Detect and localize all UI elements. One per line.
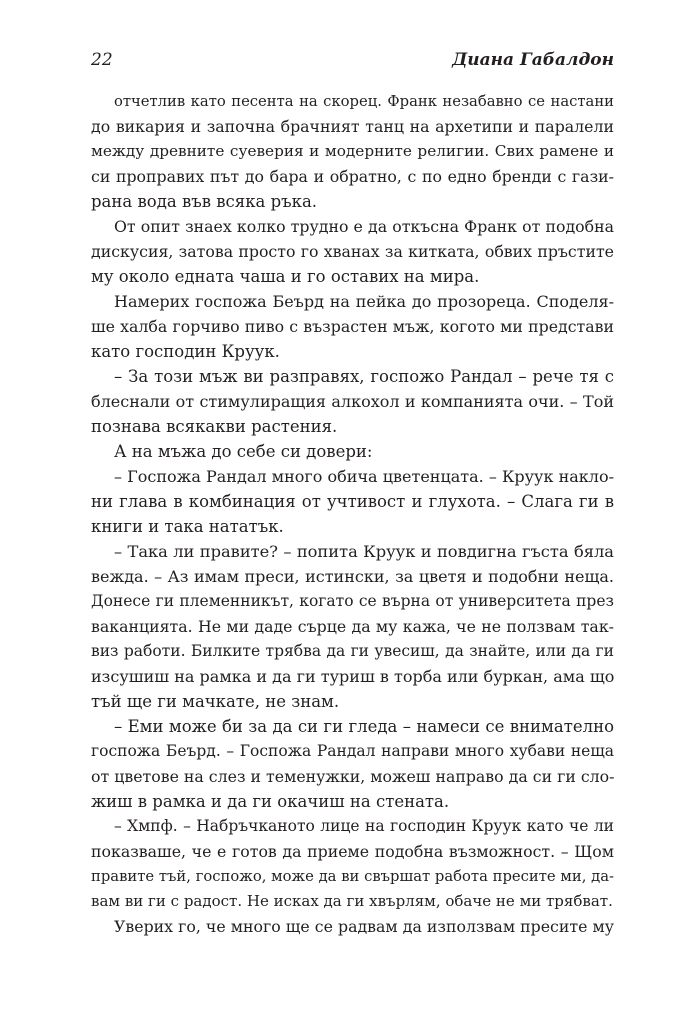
text-line: до викария и започна брачният танц на архетипи и паралели — [91, 117, 614, 136]
text-line: му около едната чаша и го оставих на мира. — [91, 267, 480, 286]
text-line: като господин Круук. — [91, 342, 280, 361]
paragraph — [91, 289, 614, 364]
text-line: – За този мъж ви разправях, госпожо Рандал – рече тя с — [114, 367, 614, 386]
paragraph — [91, 364, 614, 439]
paragraph — [91, 464, 614, 539]
text-line: госпожа Беърд. – Госпожа Рандал направи много хубави неща — [91, 742, 614, 760]
text-line: Уверих го, че много ще се радвам да използвам пресите му — [114, 917, 614, 936]
text-line: правите тъй, госпожо, може да ви свършат работа пресите ми, да- — [91, 868, 614, 885]
text-line: вам ви ги с радост. Не исках да ги хвърлям, обаче не ми трябват. — [91, 892, 613, 910]
text-line: изсушиш на рамка и да ги туриш в торба или буркан, ама що — [91, 667, 614, 686]
text-line: блеснали от стимулиращия алкохол и компанията очи. – Той — [91, 392, 614, 411]
text-line: вежда. – Аз имам преси, истински, за цветя и подобни неща. — [91, 567, 614, 586]
text-line: ваканцията. Не ми даде сърце да му кажа, че не ползвам так- — [91, 617, 614, 636]
text-line: показваше, че е готов да приеме подобна възможност. – Щом — [91, 842, 614, 861]
page-header — [91, 50, 614, 70]
text-line: – Така ли правите? – попита Круук и повдигна гъста бяла — [114, 542, 614, 561]
text-line: ше халба горчиво пиво с възрастен мъж, когото ми представи — [91, 317, 614, 336]
text-line: дискусия, затова просто го хванах за китката, обвих пръстите — [91, 242, 614, 261]
text-line: книги и така нататък. — [91, 517, 284, 536]
paragraph — [91, 439, 614, 464]
paragraph — [91, 214, 614, 289]
paragraph — [91, 814, 614, 914]
text-line: отчетлив като песента на скорец. Франк незабавно се настани — [114, 93, 614, 110]
text-line: рана вода във всяка ръка. — [91, 192, 318, 211]
page-number: 22 — [91, 50, 113, 70]
text-line: виз работи. Билките трябва да ги увесиш, да знайте, или да ги — [91, 642, 614, 660]
body-text — [91, 89, 614, 939]
running-title: Диана Габалдон — [452, 50, 614, 70]
text-line: – Госпожа Рандал много обича цветенцата. – Круук накло- — [114, 467, 614, 486]
text-line: А на мъжа до себе си довери: — [114, 442, 373, 461]
text-line: Донесе ги племенникът, когато се върна от университета през — [91, 592, 614, 610]
text-line: От опит знаех колко трудно е да откъсна Франк от подобна — [114, 217, 614, 236]
text-line: между древните суеверия и модерните религии. Свих рамене и — [91, 142, 614, 160]
paragraph — [91, 914, 614, 939]
text-line: жиш в рамка и да ги окачиш на стената. — [91, 792, 450, 811]
text-line: – Хмпф. – Набръчканото лице на господин Круук като че ли — [114, 817, 614, 835]
paragraph — [91, 714, 614, 814]
text-line: ни глава в комбинация от учтивост и глухота. – Слага ги в — [91, 492, 614, 511]
text-line: тъй ще ги мачкате, не знам. — [91, 692, 340, 711]
paragraph — [91, 89, 614, 214]
text-line: познава всякакви растения. — [91, 417, 338, 436]
text-line: от цветове на слез и теменужки, можеш направо да си ги сло- — [91, 767, 614, 786]
text-line: – Еми може би за да си ги гледа – намеси се внимателно — [114, 717, 614, 736]
paragraph — [91, 539, 614, 714]
text-line: Намерих госпожа Беърд на пейка до прозореца. Споделя- — [114, 292, 614, 311]
text-line: си проправих път до бара и обратно, с по едно бренди с гази- — [91, 167, 614, 186]
